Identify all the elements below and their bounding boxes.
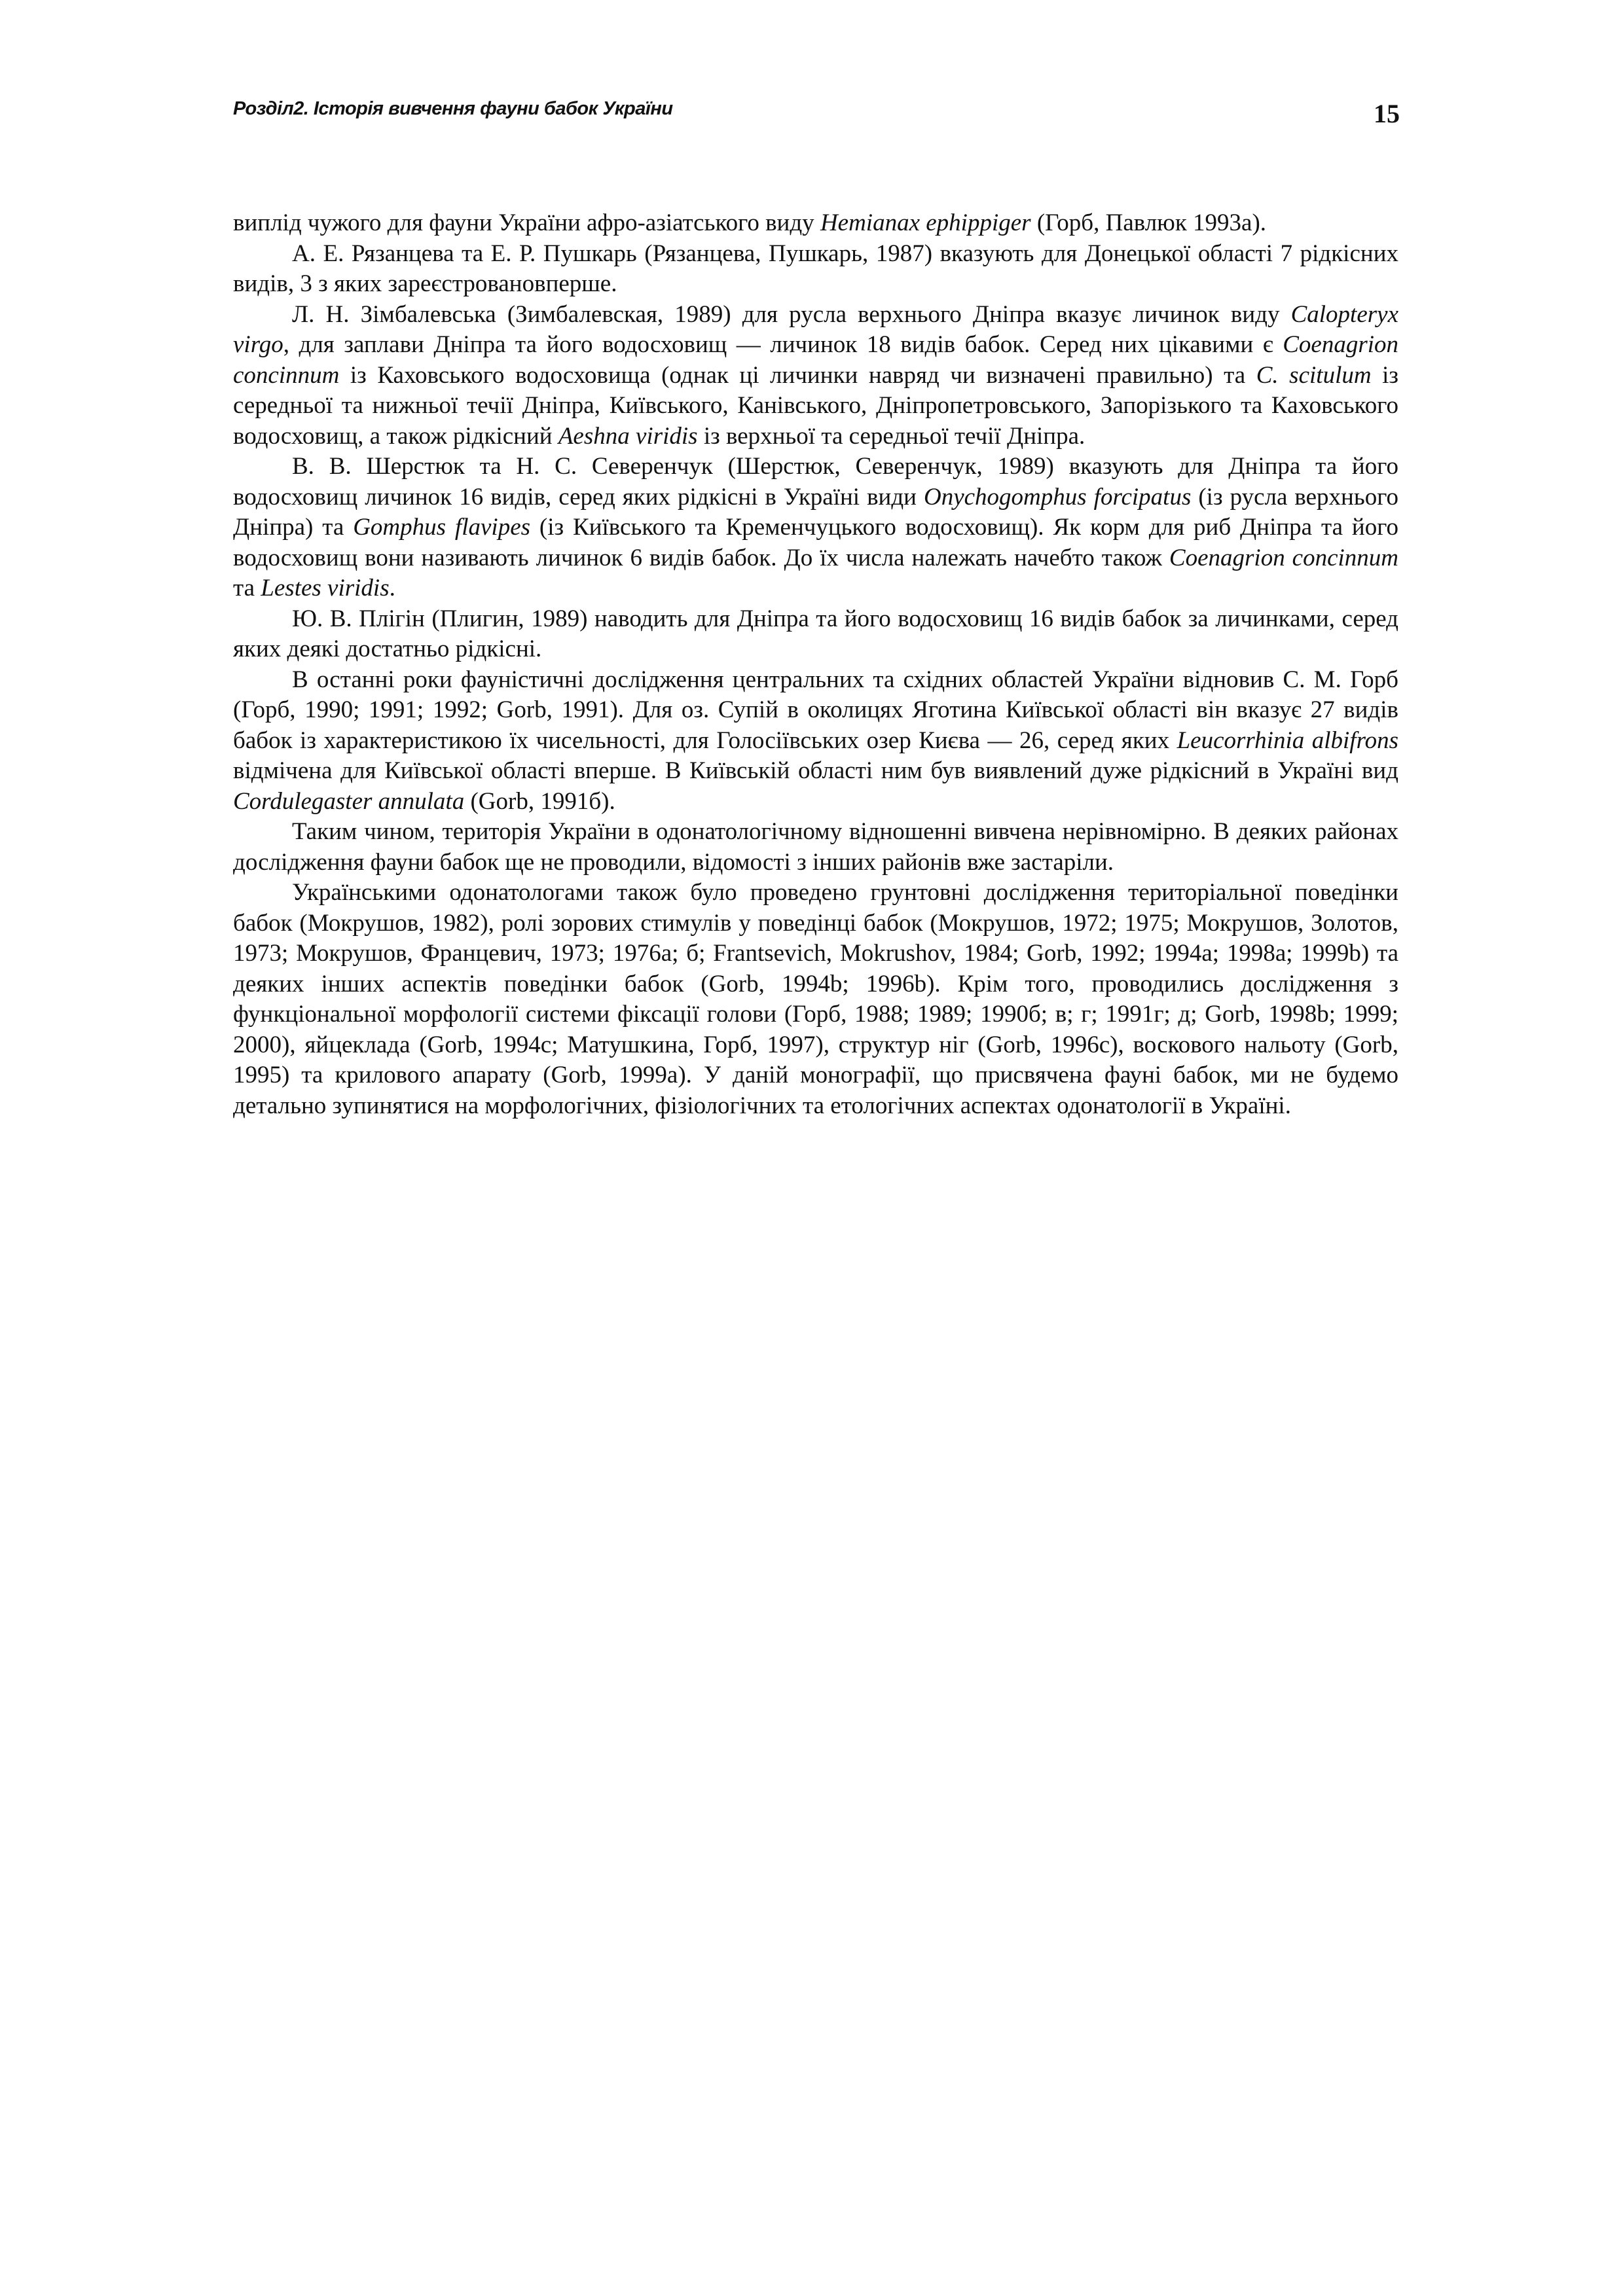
species-name: Aeshna viridis	[558, 422, 698, 450]
text-run: (із русла верхнього Дніпра) та	[233, 483, 1398, 541]
paragraph	[233, 239, 1398, 300]
paragraph	[233, 452, 1398, 604]
text-run: В. В. Шерстюк та Н. С. Северенчук (Шерстюк, Северенчук, 1989) вказують для Дніпра та його водосховищ личинок 16 видів, серед яких рідкісні в Україні види	[233, 453, 1398, 511]
page-number: 15	[1374, 99, 1400, 128]
species-name: Leucorrhinia albifrons	[1176, 726, 1398, 754]
text-run: виплід чужого для фауни України афро-азіатського виду	[233, 209, 820, 236]
paragraph	[233, 604, 1398, 665]
body-text	[233, 208, 1398, 1121]
species-name: Gomphus flavipes	[353, 514, 531, 541]
species-name: Hemianax ephippiger	[820, 209, 1031, 236]
species-name: Cordulegaster annulata	[233, 787, 465, 815]
species-name: Coenagrion concinnum	[233, 331, 1398, 389]
text-run: , для заплави Дніпра та його водосховищ — личинок 18 видів бабок. Серед них цікавими є	[283, 331, 1283, 358]
paragraph	[233, 208, 1398, 239]
species-name: Calopteryx virgo	[233, 300, 1398, 358]
text-run: (Горб, Павлюк 1993а).	[1030, 209, 1267, 236]
text-run: (Gorb, 1991б).	[464, 787, 615, 815]
text-run: Л. Н. Зімбалевська (Зимбалевская, 1989) для русла верхнього Дніпра вказує личинок виду	[292, 300, 1291, 328]
text-run: та	[233, 575, 261, 601]
text-run: із Каховського водосховища (однак ці личинки навряд чи визначені правильно) та	[339, 361, 1256, 389]
paragraph	[233, 665, 1398, 817]
species-name: Lestes viridis	[261, 575, 390, 601]
species-name: Onychogomphus forcipatus	[923, 483, 1192, 511]
text-run: Таким чином, територія України в одонатологічному відношенні вивчена нерівномірно. В деяких районах дослідження фауни бабок ще не проводили, відомості з інших районів вже застаріли.	[233, 818, 1398, 876]
text-run: .	[389, 575, 395, 601]
paragraph	[233, 878, 1398, 1121]
paragraph	[233, 817, 1398, 878]
text-run: В останні роки фауністичні дослідження центральних та східних областей України відновив С. М. Горб (Горб, 1990; 1991; 1992; Gorb, 1991). Для оз. Супій в околицях Яготина Київської області він вказує 27 видів бабок із характеристикою їх чисельності, для Голосіївських озер Києва — 26, серед яких	[233, 666, 1398, 754]
text-run: Ю. В. Плігін (Плигин, 1989) наводить для Дніпра та його водосховищ 16 видів бабок за личинками, серед яких деякі достатньо рідкісні.	[233, 605, 1398, 662]
text-run: (із Київського та Кременчуцького водосховищ). Як корм для риб Дніпра та його водосховищ вони називають личинок 6 видів бабок. До їх числа належать начебто також	[233, 514, 1398, 571]
text-run: Українськими одонатологами також було проведено грунтовні дослідження територіальної поведінки бабок (Мокрушов, 1982), ролі зорових стимулів у поведінці бабок (Мокрушов, 1972; 1975; Мокрушов, Золотов, 1973; Мокрушов, Францевич, 1973; 1976а; б; Frantsevich, Mokrushov, 1984; Gorb, 1992; 1994a; 1998a; 1999b) та деяких інших аспектів поведінки бабок (Gorb, 1994b; 1996b). Крім того, проводились дослідження з функціональної морфології системи фіксації голови (Горб, 1988; 1989; 1990б; в; г; 1991г; д; Gorb, 1998b; 1999; 2000), яйцеклада (Gorb, 1994c; Матушкина, Горб, 1997), структур ніг (Gorb, 1996c), воскового нальоту (Gorb, 1995) та крилового апарату (Gorb, 1999a). У даній монографії, що присвячена фауні бабок, ми не будемо детально зупинятися на морфологічних, фізіологічних та етологічних аспектах одонатології в Україні.	[233, 879, 1398, 1119]
paragraph	[233, 300, 1398, 452]
text-run: відмічена для Київської області вперше. В Київській області ним був виявлений дуже рідкісний в Україні вид	[233, 757, 1398, 784]
text-run: із верхньої та середньої течії Дніпра.	[697, 422, 1085, 450]
species-name: Coenagrion concinnum	[1169, 544, 1398, 571]
text-run: із середньої та нижньої течії Дніпра, Київського, Канівського, Дніпропетровського, Запорізького та Каховського водосховищ, а також рідкісний	[233, 361, 1399, 450]
species-name: C. scitulum	[1256, 361, 1372, 389]
running-header: Розділ2. Історія вивчення фауни бабок України	[233, 98, 673, 119]
text-run: А. Е. Рязанцева та Е. Р. Пушкарь (Рязанцева, Пушкарь, 1987) вказують для Донецької області 7 рідкісних видів, 3 з яких зареєстровановперше.	[233, 240, 1398, 297]
